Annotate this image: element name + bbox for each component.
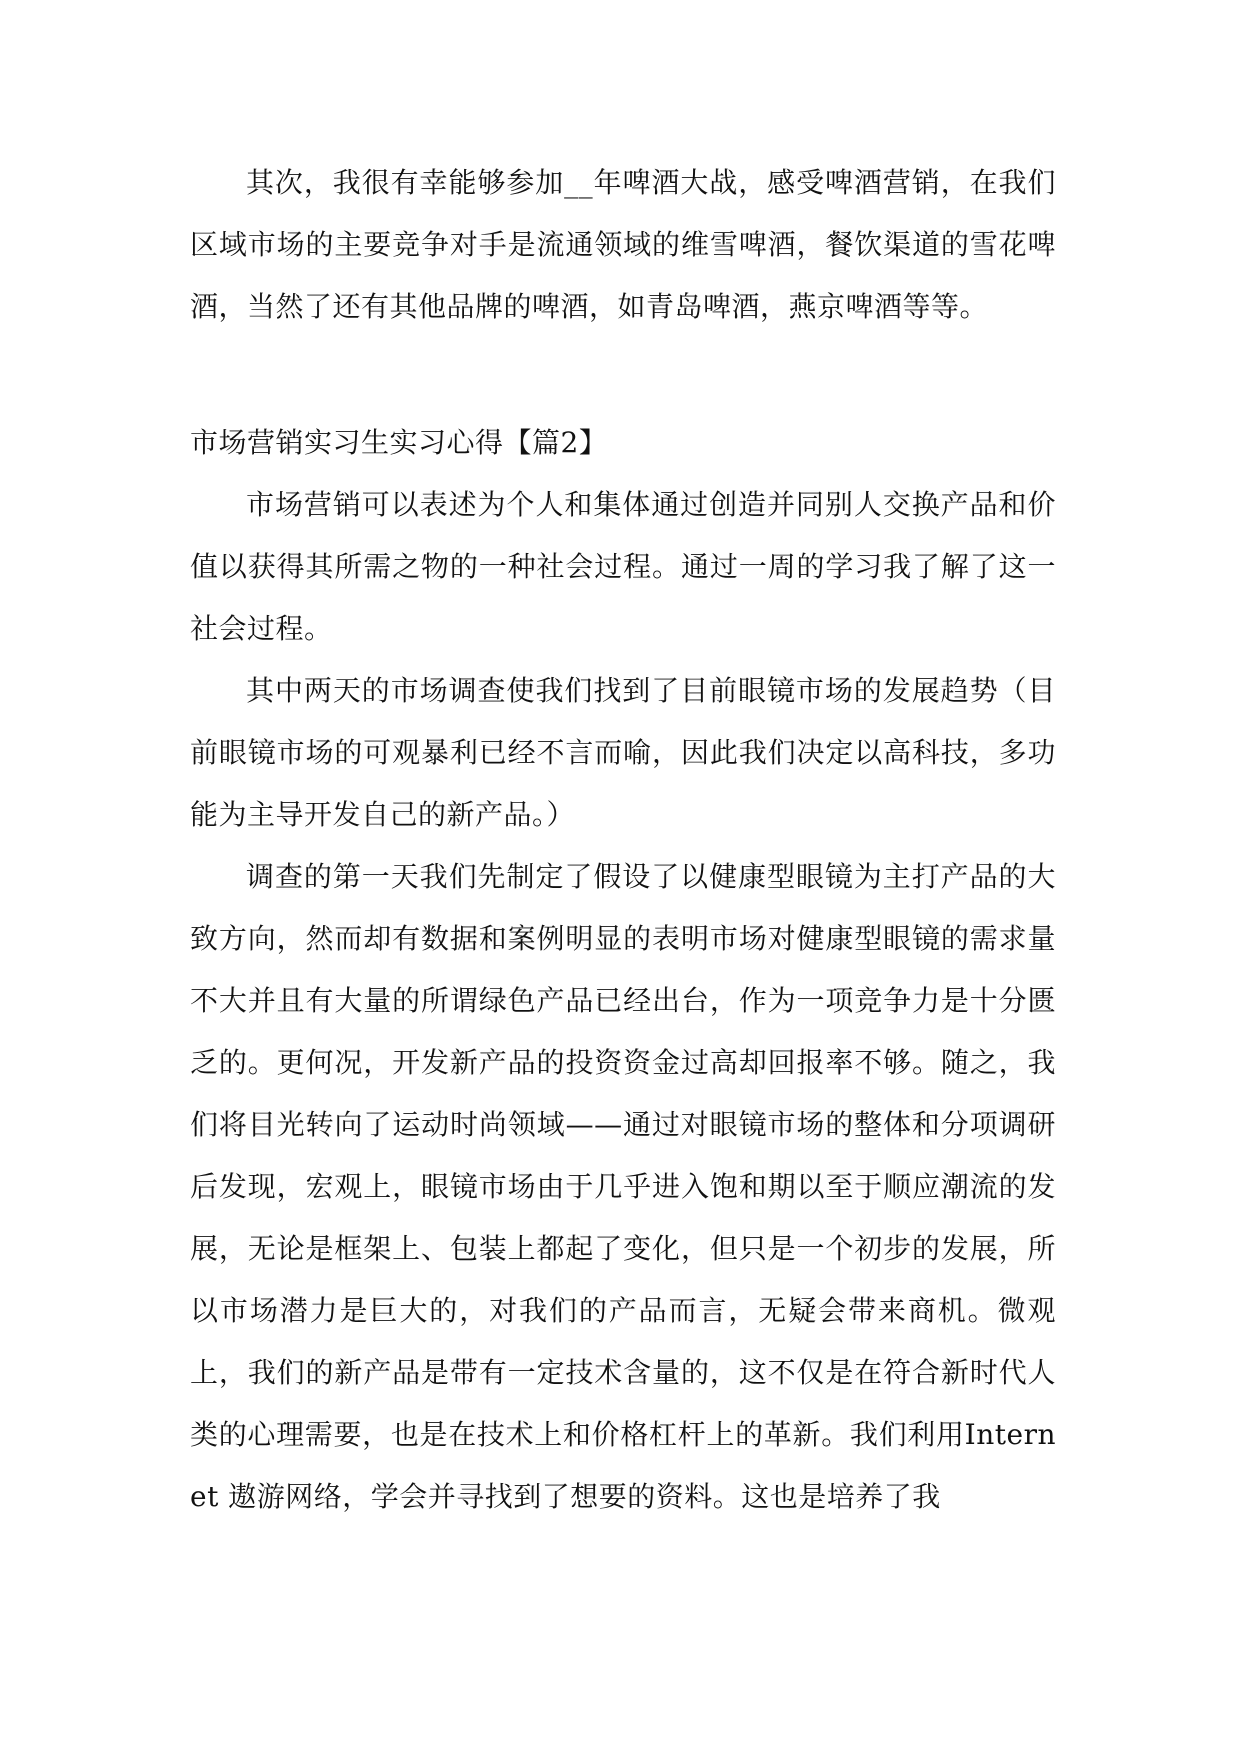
section-heading: 市场营销实习生实习心得【篇2】	[190, 426, 608, 459]
section-block	[190, 412, 1056, 1528]
body-paragraph: 市场营销可以表述为个人和集体通过创造并同别人交换产品和价值以获得其所需之物的一种社会过程。通过一周的学习我了解了这一社会过程。	[190, 488, 1056, 645]
body-paragraph: 调查的第一天我们先制定了假设了以健康型眼镜为主打产品的大致方向，然而却有数据和案例明显的表明市场对健康型眼镜的需求量不大并且有大量的所谓绿色产品已经出台，作为一项竞争力是十分匮乏的。更何况，开发新产品的投资资金过高却回报率不够。随之，我们将目光转向了运动时尚领域——通过对眼镜市场的整体和分项调研后发现，宏观上，眼镜市场由于几乎进入饱和期以至于顺应潮流的发展，无论是框架上、包装上都起了变化，但只是一个初步的发展，所以市场潜力是巨大的，对我们的产品而言，无疑会带来商机。微观上，我们的新产品是带有一定技术含量的，这不仅是在符合新时代人类的心理需要，也是在技术上和价格杠杆上的革新。我们利用Internet 遨游网络，学会并寻找到了想要的资料。这也是培养了我	[190, 860, 1056, 1513]
intro-block	[190, 152, 1056, 338]
body-paragraph: 其中两天的市场调查使我们找到了目前眼镜市场的发展趋势（目前眼镜市场的可观暴利已经不言而喻，因此我们决定以高科技，多功能为主导开发自己的新产品。）	[190, 674, 1056, 831]
intro-paragraph: 其次，我很有幸能够参加__年啤酒大战，感受啤酒营销，在我们区域市场的主要竞争对手是流通领域的维雪啤酒，餐饮渠道的雪花啤酒，当然了还有其他品牌的啤酒，如青岛啤酒，燕京啤酒等等。	[190, 166, 1056, 323]
